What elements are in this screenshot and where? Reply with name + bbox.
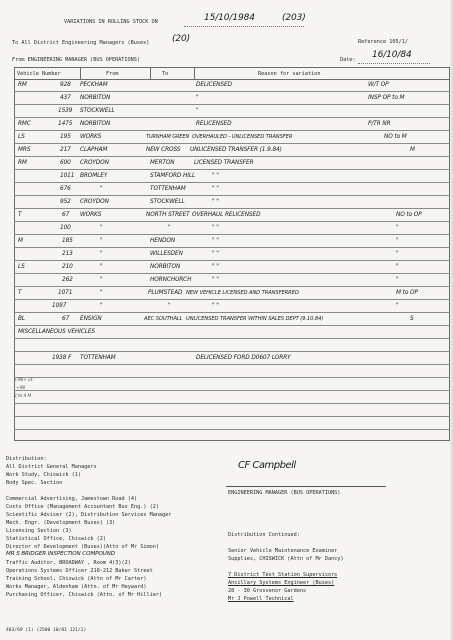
row-reason: " " <box>212 225 219 231</box>
margin-scribble: 2 to 4 M <box>14 394 32 399</box>
distribution-item: Traffic Auditor, BROADWAY , Room 4(3)(2) <box>6 560 131 566</box>
distribution-item: Training School, Chiswick (Attn of Mr Carter) <box>6 576 147 582</box>
margin-scribble: +INI+ ut <box>14 378 33 383</box>
title-ref: (203) <box>282 13 306 23</box>
row-type: LS <box>18 134 25 140</box>
table-row <box>0 93 453 104</box>
row-type: RMC <box>18 121 31 127</box>
distribution-item: Licensing Section (3) <box>6 528 72 534</box>
row-from: TOTTENHAM <box>80 355 116 361</box>
table-row <box>0 262 453 273</box>
row-notes: M <box>410 147 415 153</box>
row-number: 217 <box>60 147 71 153</box>
row-notes: " <box>396 238 399 244</box>
table-row <box>0 301 453 312</box>
distribution-item: Supplies, CHISWICK (Attn of Mr Dancy) <box>228 556 344 562</box>
table-row <box>0 223 453 234</box>
row-number: 195 <box>60 134 71 140</box>
distribution-item: Statistical Office, Chiswick (2) <box>6 536 106 542</box>
row-reason: LICENSED TRANSFER <box>194 160 254 166</box>
col-header-vehicle: Vehicle Number <box>17 71 61 77</box>
row-type: RM <box>18 82 27 88</box>
distribution-heading: Distribution: <box>6 456 47 462</box>
row-notes: " <box>396 277 399 283</box>
row-number: 1938 F <box>52 355 72 361</box>
row-reason: " <box>196 95 199 101</box>
row-from: WORKS <box>80 212 102 218</box>
row-to: STOCKWELL <box>150 199 185 205</box>
table-row <box>0 275 453 286</box>
row-reason: DELICENSED <box>196 82 232 88</box>
row-to: TURNHAM GREEN <box>146 134 190 140</box>
row-section-heading: MISCELLANEOUS VEHICLES <box>18 329 95 335</box>
distribution-item: Body Spec. Section <box>6 480 63 486</box>
row-from: " <box>100 277 103 283</box>
row-from: PECKHAM <box>80 82 108 88</box>
title-prefix: VARIATIONS IN ROLLING STOCK ON <box>64 19 158 25</box>
row-notes: NO to OP <box>396 212 422 218</box>
distribution-item: Operations Systems Officer 210-212 Baker Street <box>6 568 153 574</box>
row-reason: " " <box>212 303 219 309</box>
row-number: 100 <box>60 225 71 231</box>
table-row <box>0 210 453 221</box>
row-from: CLAPHAM <box>80 147 108 153</box>
table-row <box>0 197 453 208</box>
row-to: HENDON <box>150 238 176 244</box>
row-reason: " " <box>212 199 219 205</box>
distribution-item: Scientific Adviser (2), Distribution Services Manager <box>6 512 172 518</box>
row-reason: " " <box>212 173 219 179</box>
row-type: M <box>18 238 23 244</box>
row-to: " <box>168 303 171 309</box>
row-to: MERTON <box>150 160 175 166</box>
row-type: T <box>18 290 22 296</box>
row-from: BROMLEY <box>80 173 108 179</box>
row-reason: UNLICENSED TRANSFER (1.9.84) <box>190 147 282 153</box>
distribution-item: Commercial Advertising, Jamestown Road (4) <box>6 496 138 502</box>
row-to: " <box>168 225 171 231</box>
row-reason: NEW VEHICLE LICENSED AND TRANSFERRED <box>186 290 299 296</box>
table-row <box>0 106 453 117</box>
row-to: AEC SOUTHALL <box>144 316 183 322</box>
row-number: 1071 <box>58 290 73 296</box>
row-notes: " <box>396 225 399 231</box>
distribution-item: Mr J Powell Technical <box>228 596 294 602</box>
row-number: 67 <box>62 212 70 218</box>
distribution-item: All District General Managers <box>6 464 97 470</box>
table-row <box>0 158 453 169</box>
signature-rule <box>226 486 386 487</box>
row-to: NEW CROSS <box>146 147 181 153</box>
row-from: " <box>100 186 103 192</box>
table-row <box>0 236 453 247</box>
margin-scribble: +INI <box>16 386 26 391</box>
date-dotted-line <box>358 63 430 64</box>
title-dotted-line <box>184 26 304 27</box>
reference-label: Reference 105/1/ <box>358 39 408 45</box>
table-row <box>0 288 453 299</box>
signature-scribble: CF Campbell <box>238 460 296 471</box>
table-row <box>0 353 453 364</box>
table-row <box>0 171 453 182</box>
row-type: MRS <box>18 147 31 153</box>
distribution-item: Costs Office (Management Accountant Bus Eng.) (2) <box>6 504 160 510</box>
row-number: 952 <box>60 199 71 205</box>
row-notes: W/T OP <box>368 82 389 88</box>
row-to: TOTTENHAM <box>150 186 186 192</box>
title-date: 15/10/1984 <box>204 13 255 23</box>
row-from: " <box>100 251 103 257</box>
row-notes: NO to M <box>384 134 407 140</box>
row-from: NORBITON <box>80 95 111 101</box>
row-number: 600 <box>60 160 71 166</box>
row-from: NORBITON <box>80 121 111 127</box>
row-number: 676 <box>60 186 71 192</box>
row-to: NORBITON <box>150 264 181 270</box>
row-reason: " " <box>212 277 219 283</box>
row-to: STAMFORD HILL <box>150 173 196 179</box>
row-from: CROYDON <box>80 160 109 166</box>
row-to: NORTH STREET <box>146 212 190 218</box>
row-number: 437 <box>60 95 71 101</box>
distribution-item: Work Study, Chiswick (1) <box>6 472 81 478</box>
row-reason: OVERHAUL RELICENSED <box>192 212 261 218</box>
from-line: From ENGINEERING MANAGER (BUS OPERATIONS) <box>12 57 141 63</box>
row-from: " <box>100 225 103 231</box>
row-number: 185 <box>62 238 73 244</box>
row-number: 67 <box>62 316 70 322</box>
row-to: HORNCHURCH <box>150 277 192 283</box>
to-line: To All District Engineering Managers (Buses) <box>12 40 150 46</box>
row-reason: " " <box>212 264 219 270</box>
col-divider-3 <box>194 67 195 79</box>
distribution-continued-heading: Distribution Continued: <box>228 532 300 538</box>
row-notes: M to OP <box>396 290 418 296</box>
table-row <box>0 132 453 143</box>
distribution-item: Director of Development (Buses)(Attn of Mr Simon) <box>6 544 160 550</box>
table-bottom-rule <box>14 440 450 441</box>
row-to: PLUMSTEAD <box>148 290 183 296</box>
row-notes: S <box>410 316 414 322</box>
row-from: " <box>100 264 103 270</box>
distribution-item: MR S BRIDGER INSPECTION COMPOUND <box>6 551 115 557</box>
row-number: 1011 <box>60 173 75 179</box>
row-reason: " " <box>212 238 219 244</box>
col-header-to: To <box>162 71 169 77</box>
table-row <box>0 184 453 195</box>
row-number: 1475 <box>58 121 73 127</box>
row-from: WORKS <box>80 134 102 140</box>
table-row <box>0 145 453 156</box>
form-code: 403/69 (1) (2500 10/81 121/1) <box>6 628 87 633</box>
col-header-reason: Reason for variation <box>258 71 321 77</box>
row-reason: " " <box>212 251 219 257</box>
distribution-item: Works Manager, Aldenham (Attn. of Mr Heyward) <box>6 584 147 590</box>
row-number: 928 <box>60 82 71 88</box>
row-to: WILLESDEN <box>150 251 183 257</box>
signature-title: ENGINEERING MANAGER (BUS OPERATIONS) <box>228 490 341 496</box>
table-row <box>0 119 453 130</box>
row-from: " <box>100 290 103 296</box>
distribution-item: 7 District Test Station Supervisors <box>228 572 338 578</box>
row-reason: DELICENSED FORD D0607 LORRY <box>196 355 291 361</box>
row-number: 213 <box>62 251 73 257</box>
row-reason: " " <box>212 186 219 192</box>
row-number: 1097 <box>52 303 67 309</box>
row-notes: " <box>396 251 399 257</box>
col-header-from: From <box>106 71 119 77</box>
col-divider-2 <box>150 67 151 79</box>
distribution-item: Purchasing Officer, Chiswick (Attn. of Mr Hillier) <box>6 592 163 598</box>
table-row <box>0 80 453 91</box>
row-from: ENSIGN <box>80 316 102 322</box>
row-type: T <box>18 212 22 218</box>
row-number: 210 <box>62 264 73 270</box>
row-notes: INSP OP to M <box>368 95 405 101</box>
distribution-item: Senior Vehicle Maintenance Examiner <box>228 548 338 554</box>
row-reason: " <box>196 108 199 114</box>
row-type: RM <box>18 160 27 166</box>
to-count: (20) <box>172 34 191 44</box>
table-row <box>0 314 453 325</box>
col-divider-1 <box>80 67 81 79</box>
row-reason: OVERHAULED - UNLICENSED TRANSFER <box>192 134 293 140</box>
row-notes: P/TR NR <box>368 121 391 127</box>
distribution-item: 28 - 30 Grosvenor Gardens <box>228 588 307 594</box>
row-notes: " <box>396 303 399 309</box>
row-from: CROYDON <box>80 199 109 205</box>
row-from: STOCKWELL <box>80 108 115 114</box>
distribution-item: Mech. Engr. (Development Buses) (3) <box>6 520 116 526</box>
table-row <box>0 327 453 338</box>
row-from: " <box>100 238 103 244</box>
distribution-item: Ancillary Systems Engineer (Buses) <box>228 580 335 586</box>
row-number: 1539 <box>58 108 73 114</box>
row-reason: UNLICENSED TRANSFER WITHIN SALES DEPT (9.10.84) <box>186 316 324 322</box>
row-from: " <box>100 303 103 309</box>
date-value: 16/10/84 <box>372 50 412 60</box>
row-type: BL <box>18 316 26 322</box>
row-number: 262 <box>62 277 73 283</box>
row-reason: RELICENSED <box>196 121 232 127</box>
row-notes: " <box>396 264 399 270</box>
table-row <box>0 249 453 260</box>
row-type: LS <box>18 264 25 270</box>
date-label: Date: <box>340 57 356 63</box>
